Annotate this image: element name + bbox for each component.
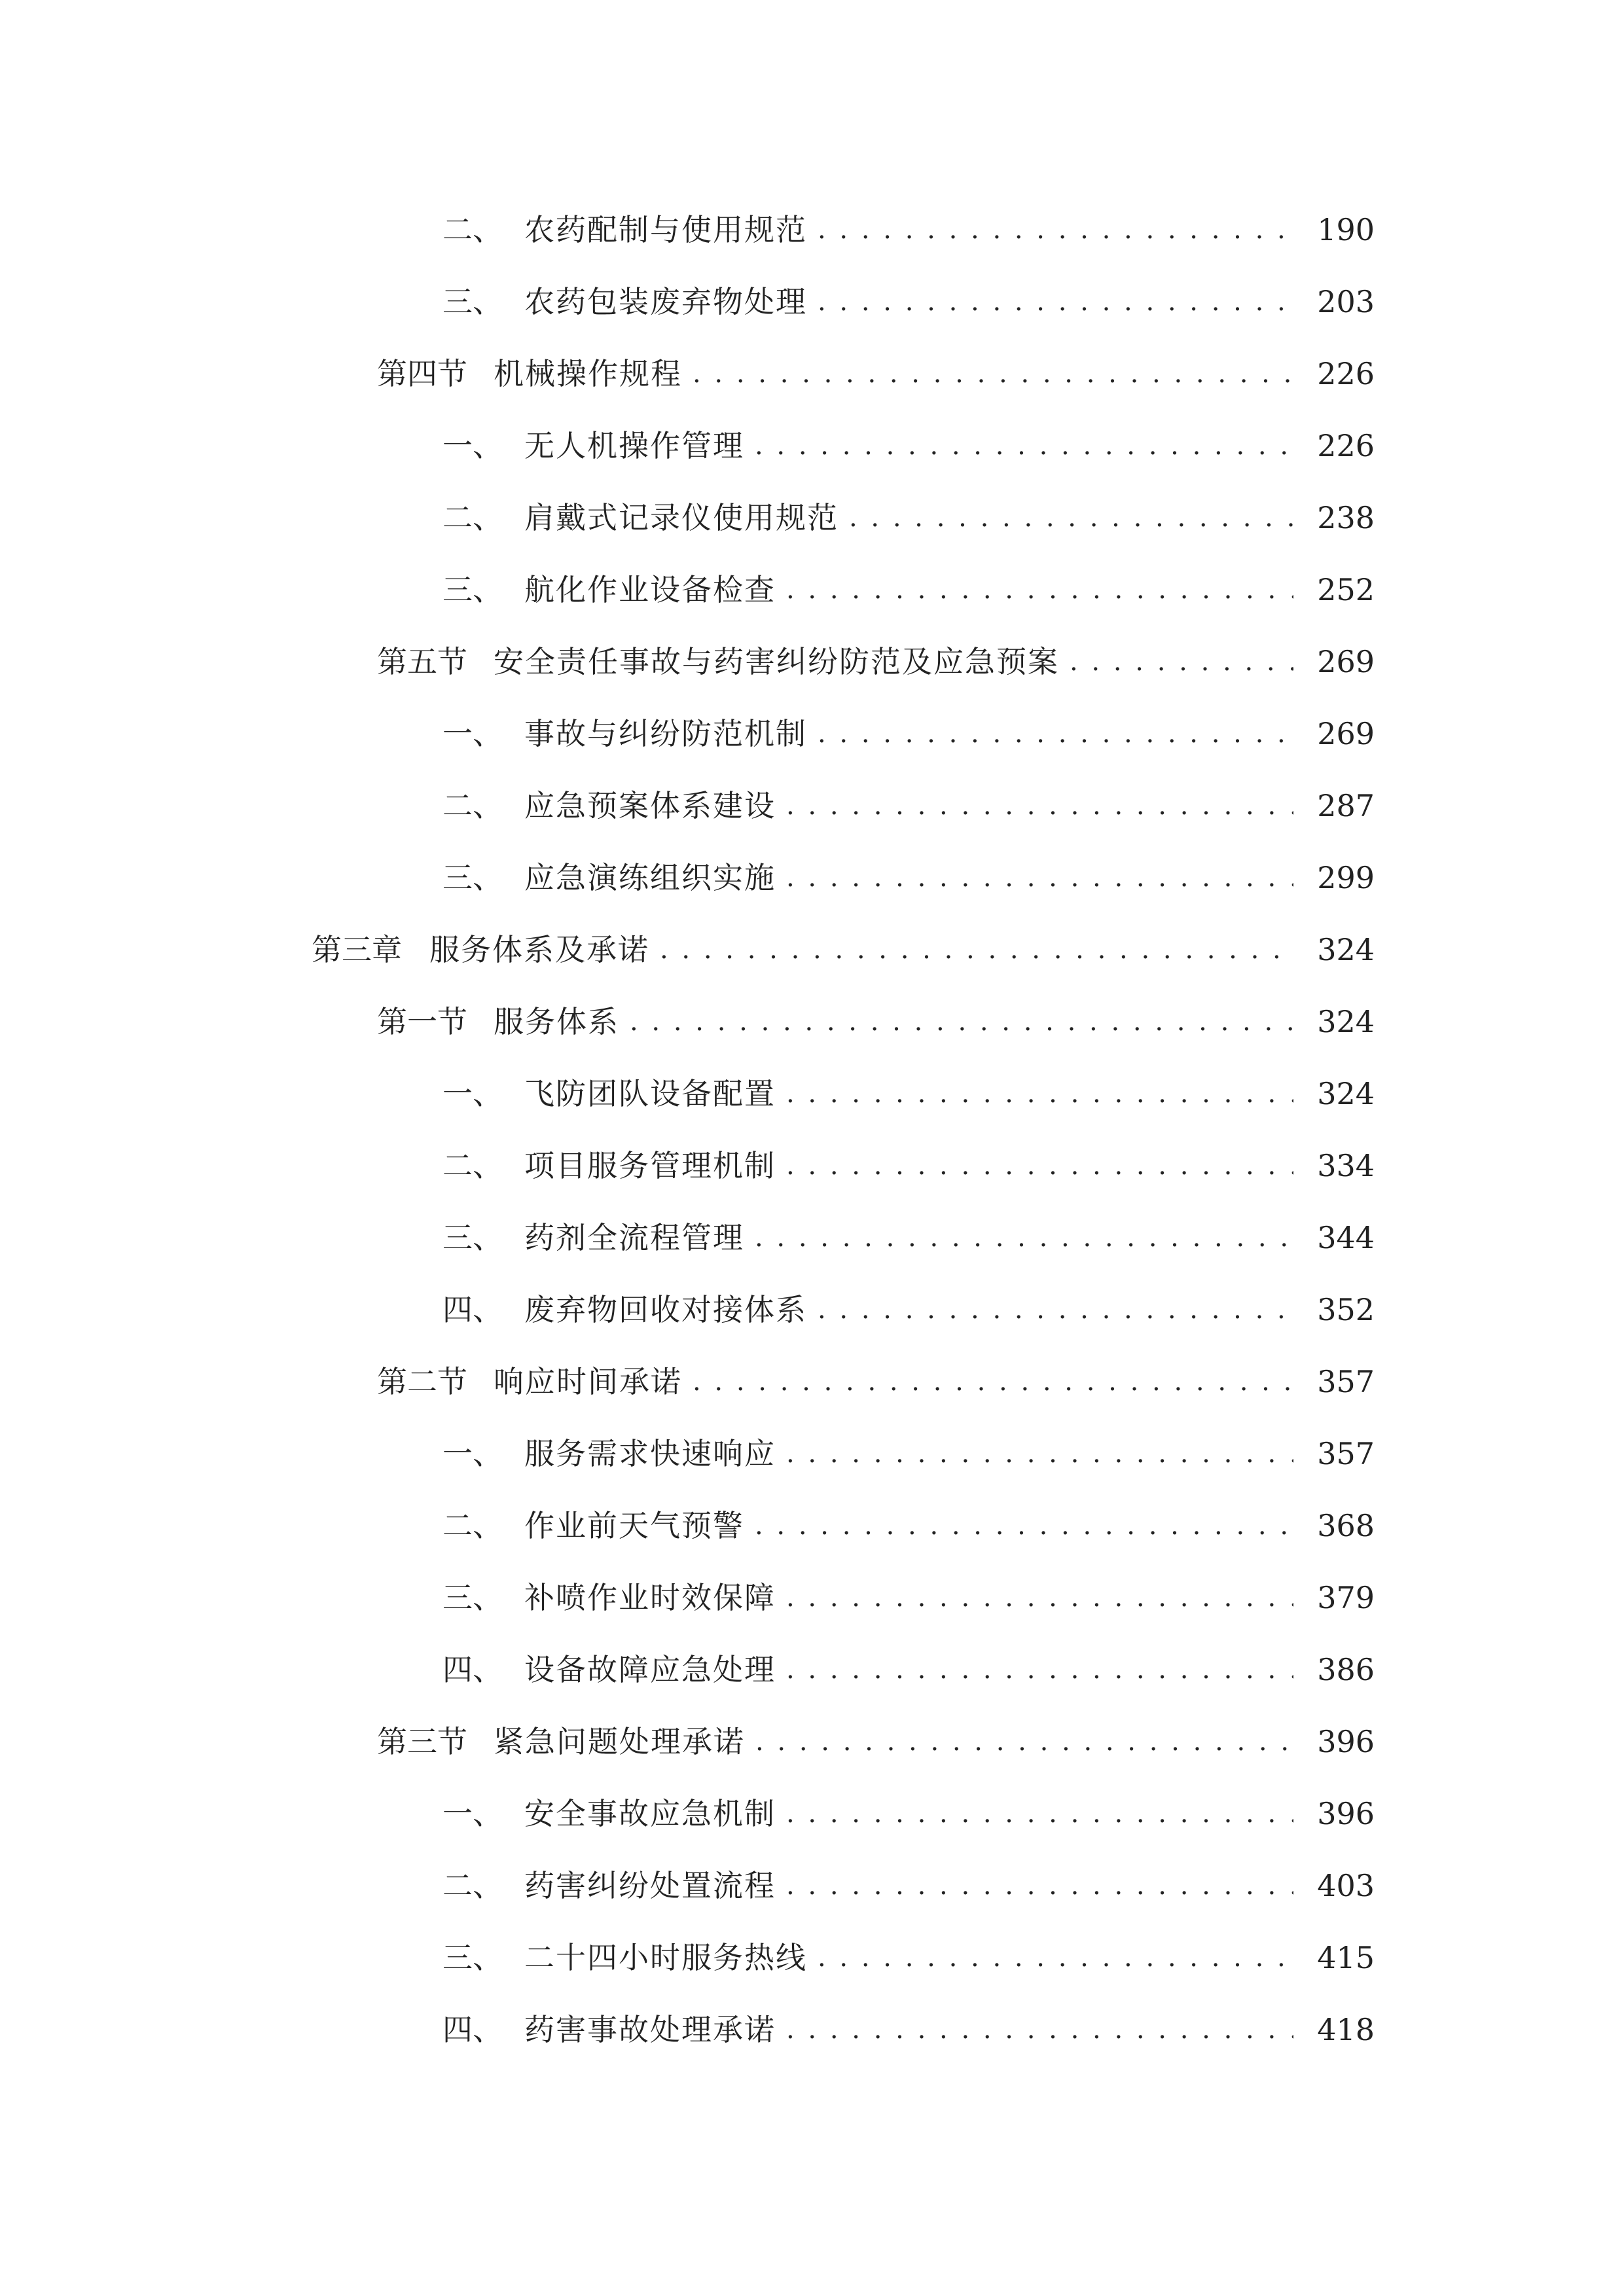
toc-entry-number: 一、 — [442, 428, 503, 463]
toc-entry[interactable] — [0, 1922, 1624, 1994]
toc-entry-page: 287 — [1317, 788, 1375, 823]
toc-entry-page: 403 — [1317, 1868, 1375, 1903]
toc-entry-title: 安全事故应急机制 — [524, 1796, 776, 1831]
toc-entry[interactable] — [0, 1850, 1624, 1922]
toc-entry-title: 应急预案体系建设 — [524, 788, 776, 823]
toc-entry-page: 379 — [1317, 1580, 1375, 1615]
dot-leader — [755, 1722, 1293, 1761]
toc-entry-title: 航化作业设备检查 — [524, 572, 776, 607]
toc-entry[interactable] — [0, 1778, 1624, 1850]
dot-leader — [849, 498, 1293, 537]
dot-leader — [786, 1074, 1293, 1113]
toc-entry-title: 服务体系及承诺 — [429, 932, 649, 967]
toc-entry-number: 第四节 — [377, 356, 467, 391]
dot-leader — [786, 2010, 1293, 2049]
toc-entry-number: 四、 — [442, 1652, 503, 1687]
dot-leader — [1070, 642, 1293, 681]
toc-entry-page: 299 — [1317, 860, 1375, 895]
toc-entry-title: 设备故障应急处理 — [524, 1652, 776, 1687]
toc-entry-number: 三、 — [442, 1220, 503, 1255]
dot-leader — [786, 1434, 1293, 1473]
dot-leader — [693, 1362, 1293, 1401]
toc-entry[interactable] — [0, 266, 1624, 338]
toc-entry-number: 第三章 — [312, 932, 402, 967]
dot-leader — [818, 1290, 1293, 1329]
toc-entry-page: 418 — [1317, 2012, 1375, 2047]
toc-entry-number: 一、 — [442, 1436, 503, 1471]
toc-entry-page: 357 — [1317, 1364, 1375, 1399]
dot-leader — [755, 1506, 1293, 1545]
toc-entry-title: 飞防团队设备配置 — [524, 1076, 776, 1111]
toc-entry-title: 肩戴式记录仪使用规范 — [524, 500, 839, 535]
toc-entry-number: 四、 — [442, 1292, 503, 1327]
toc-entry[interactable] — [0, 1562, 1624, 1634]
toc-entry-number: 二、 — [442, 500, 503, 535]
dot-leader — [786, 1650, 1293, 1689]
toc-entry-page: 386 — [1317, 1652, 1375, 1687]
toc-section-entry[interactable] — [0, 986, 1624, 1058]
toc-entry-title: 事故与纠纷防范机制 — [524, 716, 807, 751]
toc-section-entry[interactable] — [0, 338, 1624, 410]
toc-entry-number: 三、 — [442, 572, 503, 607]
dot-leader — [818, 1938, 1293, 1977]
toc-entry-page: 324 — [1317, 932, 1375, 967]
toc-entry-title: 紧急问题处理承诺 — [494, 1724, 745, 1759]
toc-entry-page: 190 — [1317, 212, 1375, 247]
toc-entry[interactable] — [0, 554, 1624, 626]
toc-entry-page: 226 — [1317, 428, 1375, 463]
toc-entry-page: 324 — [1317, 1076, 1375, 1111]
toc-entry-title: 药害事故处理承诺 — [524, 2012, 776, 2047]
toc-entry[interactable] — [0, 194, 1624, 266]
toc-entry[interactable] — [0, 1418, 1624, 1490]
toc-entry-page: 396 — [1317, 1796, 1375, 1831]
toc-entry[interactable] — [0, 1130, 1624, 1202]
toc-chapter-entry[interactable] — [0, 914, 1624, 986]
toc-section-entry[interactable] — [0, 1346, 1624, 1418]
toc-entry-title: 二十四小时服务热线 — [524, 1940, 807, 1975]
toc-entry-title: 应急演练组织实施 — [524, 860, 776, 895]
toc-entry-page: 324 — [1317, 1004, 1375, 1039]
toc-entry[interactable] — [0, 410, 1624, 482]
dot-leader — [755, 426, 1293, 465]
toc-entry-page: 415 — [1317, 1940, 1375, 1975]
toc-entry-title: 服务需求快速响应 — [524, 1436, 776, 1471]
toc-section-entry[interactable] — [0, 1706, 1624, 1778]
toc-entry[interactable] — [0, 1634, 1624, 1706]
toc-entry-title: 作业前天气预警 — [524, 1508, 744, 1543]
dot-leader — [818, 282, 1293, 321]
toc-entry-title: 补喷作业时效保障 — [524, 1580, 776, 1615]
toc-entry-title: 安全责任事故与药害纠纷防范及应急预案 — [494, 644, 1059, 679]
toc-entry-page: 396 — [1317, 1724, 1375, 1759]
toc-entry-number: 一、 — [442, 716, 503, 751]
dot-leader — [693, 354, 1293, 393]
dot-leader — [630, 1002, 1293, 1041]
toc-entry-title: 药剂全流程管理 — [524, 1220, 744, 1255]
toc-entry[interactable] — [0, 842, 1624, 914]
toc-entry-number: 三、 — [442, 284, 503, 319]
toc-entry-title: 响应时间承诺 — [494, 1364, 682, 1399]
toc-entry-number: 二、 — [442, 788, 503, 823]
toc-entry-title: 服务体系 — [494, 1004, 619, 1039]
toc-entry-page: 226 — [1317, 356, 1375, 391]
dot-leader — [786, 1866, 1293, 1905]
toc-entry[interactable] — [0, 1274, 1624, 1346]
toc-entry[interactable] — [0, 1058, 1624, 1130]
dot-leader — [786, 570, 1293, 609]
dot-leader — [786, 1146, 1293, 1185]
dot-leader — [786, 786, 1293, 825]
toc-entry-title: 药害纠纷处置流程 — [524, 1868, 776, 1903]
toc-entry-title: 废弃物回收对接体系 — [524, 1292, 807, 1327]
toc-entry-page: 238 — [1317, 500, 1375, 535]
toc-entry[interactable] — [0, 482, 1624, 554]
toc-entry[interactable] — [0, 1490, 1624, 1562]
toc-entry-number: 三、 — [442, 860, 503, 895]
toc-entry-page: 368 — [1317, 1508, 1375, 1543]
toc-entry-number: 第一节 — [377, 1004, 467, 1039]
toc-entry[interactable] — [0, 1202, 1624, 1274]
toc-entry-title: 农药包装废弃物处理 — [524, 284, 807, 319]
toc-entry-title: 机械操作规程 — [494, 356, 682, 391]
toc-entry-page: 252 — [1317, 572, 1375, 607]
dot-leader — [818, 210, 1293, 249]
toc-entry-number: 一、 — [442, 1076, 503, 1111]
table-of-contents — [0, 194, 1624, 2066]
toc-entry-page: 269 — [1317, 716, 1375, 751]
dot-leader — [660, 930, 1293, 969]
toc-entry-page: 344 — [1317, 1220, 1375, 1255]
toc-entry-page: 357 — [1317, 1436, 1375, 1471]
dot-leader — [786, 1578, 1293, 1617]
dot-leader — [818, 714, 1293, 753]
toc-entry-page: 269 — [1317, 644, 1375, 679]
toc-entry-title: 无人机操作管理 — [524, 428, 744, 463]
toc-entry-number: 二、 — [442, 1148, 503, 1183]
dot-leader — [755, 1218, 1293, 1257]
toc-entry-number: 二、 — [442, 212, 503, 247]
toc-entry-number: 二、 — [442, 1508, 503, 1543]
toc-entry[interactable] — [0, 770, 1624, 842]
toc-entry-number: 第五节 — [377, 644, 467, 679]
toc-entry-page: 352 — [1317, 1292, 1375, 1327]
toc-entry[interactable] — [0, 1994, 1624, 2066]
toc-entry-page: 203 — [1317, 284, 1375, 319]
toc-entry-number: 四、 — [442, 2012, 503, 2047]
toc-entry-page: 334 — [1317, 1148, 1375, 1183]
dot-leader — [786, 1794, 1293, 1833]
toc-entry-number: 第二节 — [377, 1364, 467, 1399]
toc-entry-number: 三、 — [442, 1940, 503, 1975]
toc-entry-title: 项目服务管理机制 — [524, 1148, 776, 1183]
toc-entry-number: 一、 — [442, 1796, 503, 1831]
dot-leader — [786, 858, 1293, 897]
toc-entry-title: 农药配制与使用规范 — [524, 212, 807, 247]
toc-entry-number: 三、 — [442, 1580, 503, 1615]
toc-entry[interactable] — [0, 698, 1624, 770]
toc-entry-number: 第三节 — [377, 1724, 467, 1759]
toc-section-entry[interactable] — [0, 626, 1624, 698]
toc-entry-number: 二、 — [442, 1868, 503, 1903]
